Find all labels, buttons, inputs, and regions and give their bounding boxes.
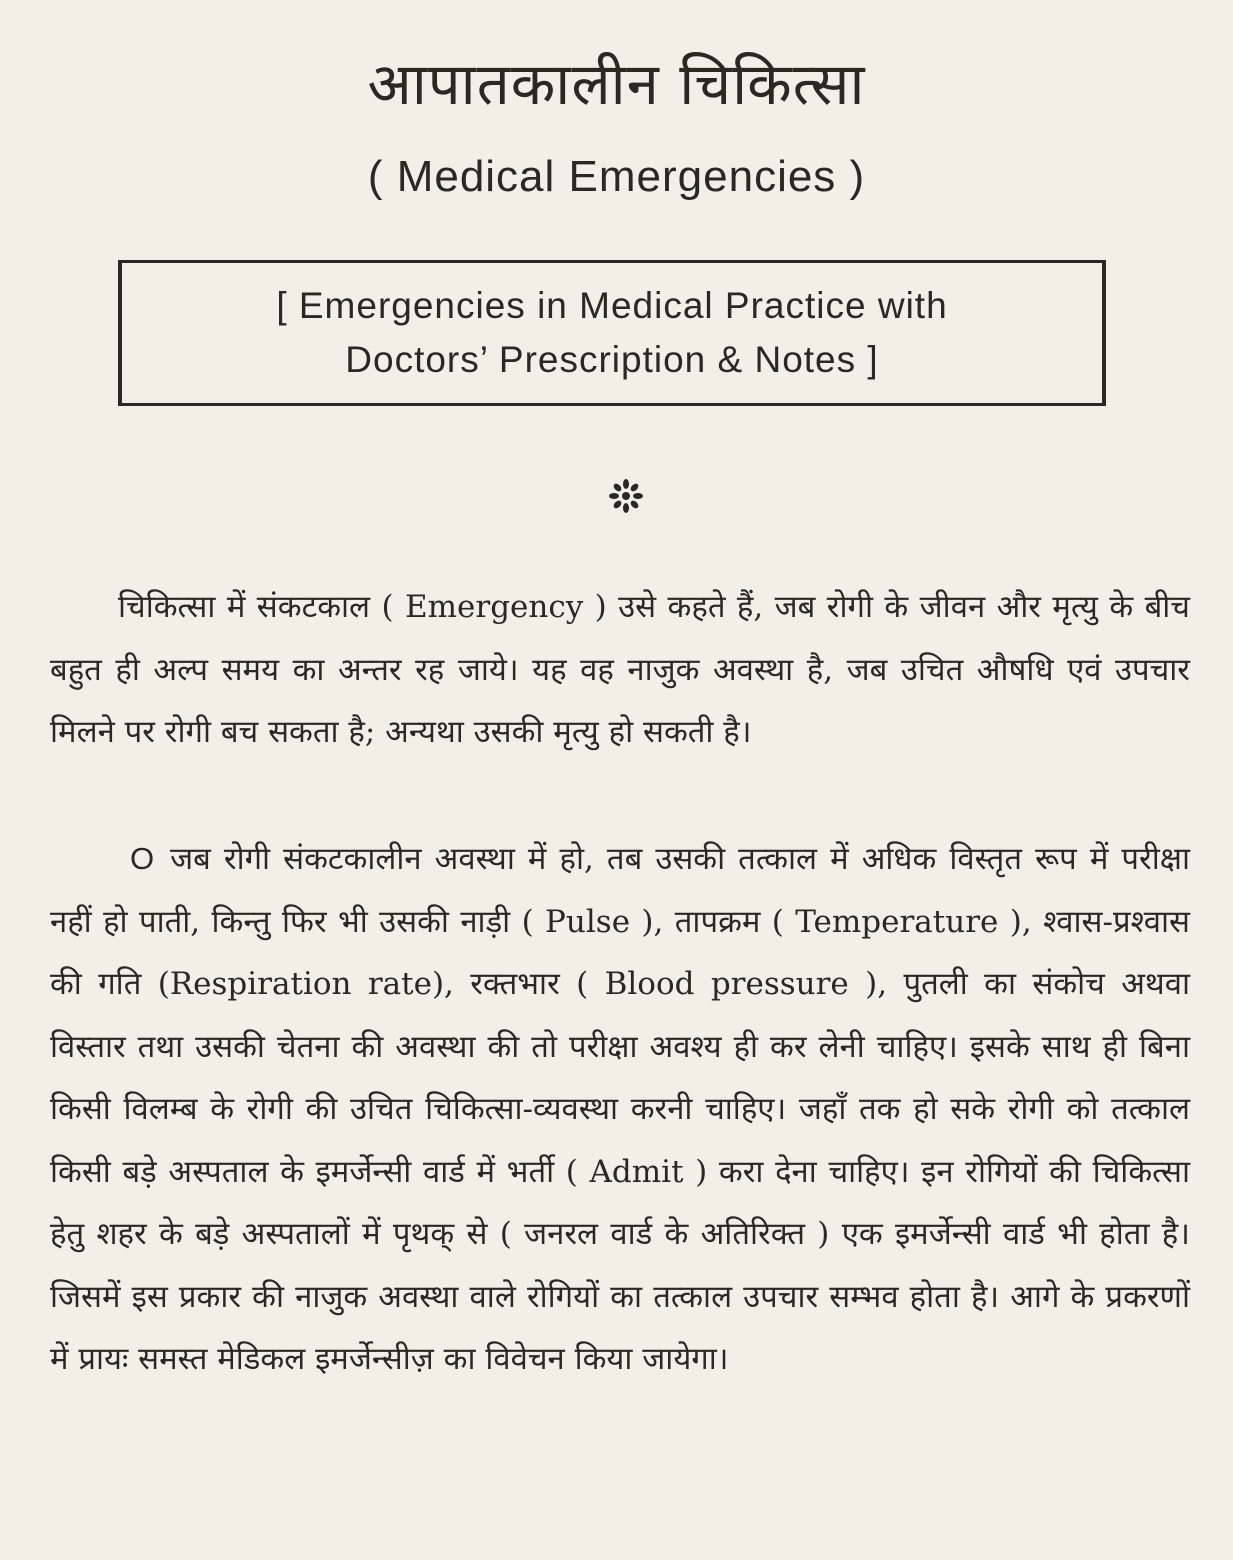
paragraph-details-text: जब रोगी संकटकालीन अवस्था में हो, तब उसकी तत्काल में अधिक विस्तृत रूप में परीक्षा नहीं हो पाती, किन्तु फिर भी उसकी नाड़ी ( Pulse ), तापक्रम ( Temperature ), श्वास-प्रश्वास की गति (Respiration rate), रक्तभार ( Blood pressure ), पुतली का संकोच अथवा विस्तार तथा उसकी चेतना की अवस्था की तो परीक्षा अवश्य ही कर लेनी चाहिए। इसके साथ ही बिना किसी विलम्ब के रोगी की उचित चिकित्सा-व्यवस्था करनी चाहिए। जहाँ तक हो सके रोगी को तत्काल किसी बड़े अस्पताल के इमर्जेन्सी वार्ड में भर्ती ( Admit ) करा देना चाहिए। इन रोगियों की चिकित्सा हेतु शहर के बड़े अस्पतालों में पृथक् से ( जनरल वार्ड के अतिरिक्त ) एक इमर्जेन्सी वार्ड भी होता है। जिसमें इस प्रकार की नाजुक अवस्था वाले रोगियों का तत्काल उपचार सम्भव होता है। आगे के प्रकरणों में प्रायः समस्त मेडिकल इमर्जेन्सीज़ का विवेचन किया जायेगा।: [50, 841, 1190, 1377]
subtitle-box: [118, 260, 1106, 406]
paragraph-intro-text: चिकित्सा में संकटकाल ( Emergency ) उसे कहते हैं, जब रोगी के जीवन और मृत्यु के बीच बहुत ही अल्प समय का अन्तर रह जाये। यह वह नाजुक अवस्था है, जब उचित औषधि एवं उपचार मिलने पर रोगी बच सकता है; अन्यथा उसकी मृत्यु हो सकती है।: [50, 589, 1190, 750]
page-title-english: ( Medical Emergencies ): [367, 152, 866, 201]
subtitle-line-2: Doctors’ Prescription & Notes ]: [345, 339, 879, 380]
bullet-circle: O: [130, 841, 155, 876]
paragraph-intro: [50, 576, 1190, 764]
flower-asterisk-icon: [606, 476, 646, 516]
page-title-hindi: आपातकालीन चिकित्सा: [367, 50, 866, 118]
subtitle-line-1: [ Emergencies in Medical Practice with: [276, 285, 948, 326]
paragraph-details: [50, 828, 1190, 1391]
